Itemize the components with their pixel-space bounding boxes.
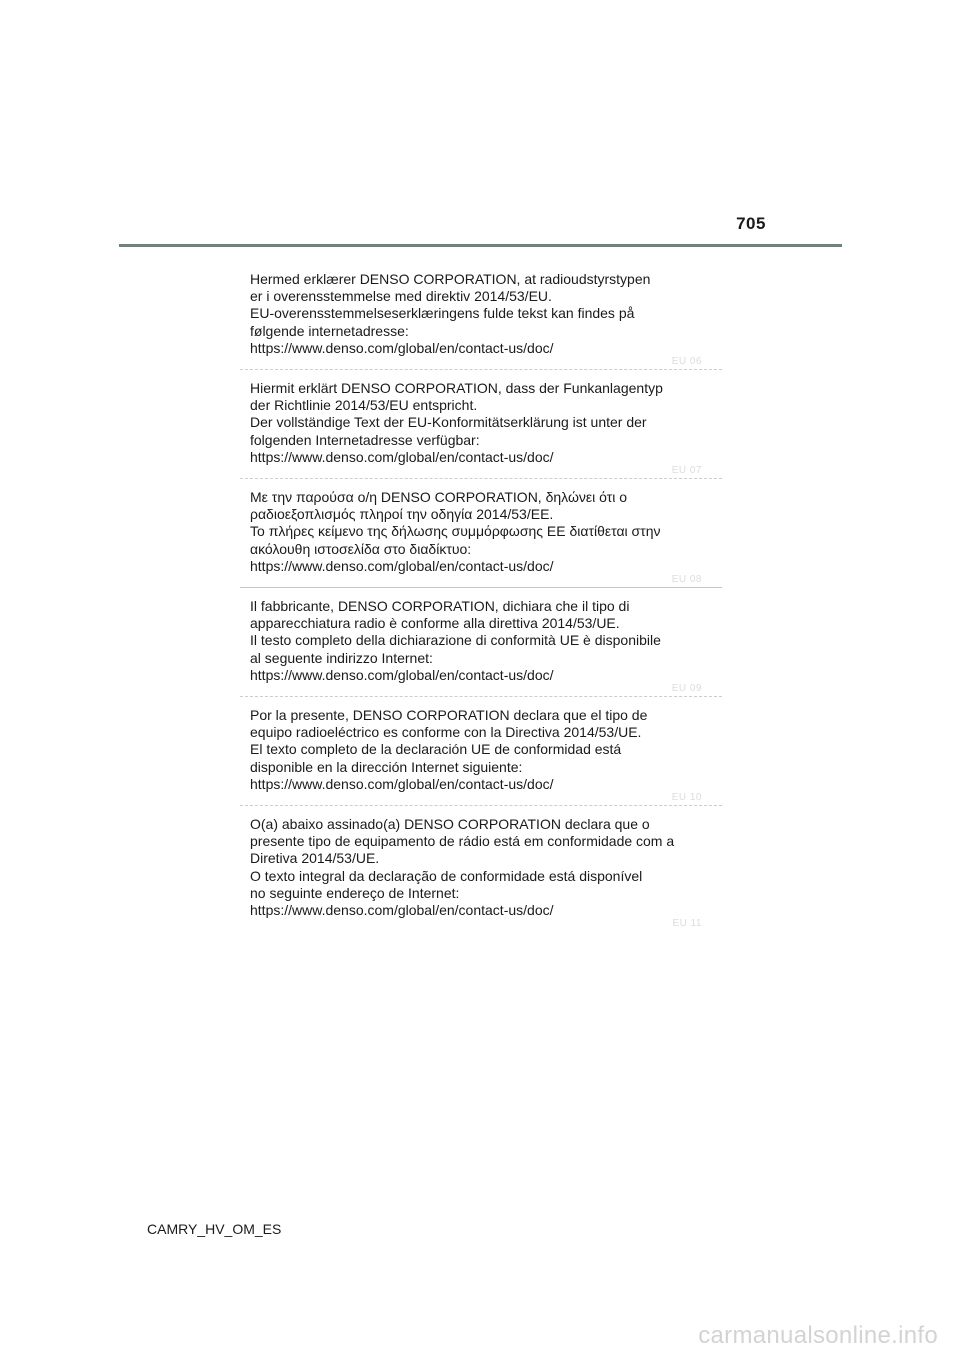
header-rule: [119, 244, 842, 247]
text-line: ακόλουθη ιστοσελίδα στο διαδίκτυο:: [250, 540, 472, 557]
text-line: folgenden Internetadresse verfügbar:: [250, 431, 480, 448]
text-line: ραδιοεξοπλισμός πληροί την οδηγία 2014/53/ΕΕ.: [250, 506, 554, 523]
declaration-section-greek: [240, 485, 722, 588]
declaration-section-spanish: [240, 703, 722, 806]
url-line: https://www.denso.com/global/en/contact-us/doc/: [250, 557, 554, 574]
text-line: er i overensstemmelse med direktiv 2014/53/EU.: [250, 288, 552, 305]
text-line: Il testo completo della dichiarazione di conformità UE è disponibile: [250, 632, 661, 649]
section-code: EU 11: [672, 918, 702, 930]
section-code: EU 07: [671, 465, 702, 477]
section-divider: [240, 587, 722, 588]
url-line: https://www.denso.com/global/en/contact-us/doc/: [250, 902, 554, 919]
declaration-section-danish: [240, 267, 722, 370]
declaration-text: [250, 376, 722, 466]
section-divider: [240, 696, 722, 697]
text-line: EU-overensstemmelseserklæringens fulde tekst kan findes på: [250, 305, 635, 322]
section-divider: [240, 478, 722, 479]
section-code: EU 09: [671, 683, 702, 695]
watermark: carmanualsonline.info: [698, 1322, 938, 1349]
text-line: Το πλήρες κείμενο της δήλωσης συμμόρφωσης ΕΕ διατίθεται στην: [250, 523, 661, 540]
text-line: El texto completo de la declaración UE de conformidad está: [250, 741, 622, 758]
text-line: Diretiva 2014/53/UE.: [250, 850, 380, 867]
declaration-section-portuguese: [240, 812, 722, 930]
text-line: Por la presente, DENSO CORPORATION declara que el tipo de: [250, 707, 648, 724]
text-line: O(a) abaixo assinado(a) DENSO CORPORATION declara que o: [250, 816, 650, 833]
section-code: EU 06: [671, 356, 702, 368]
text-line: følgende internetadresse:: [250, 322, 409, 339]
text-line: Il fabbricante, DENSO CORPORATION, dichiara che il tipo di: [250, 598, 630, 615]
declaration-text: [250, 267, 722, 357]
text-line: Hermed erklærer DENSO CORPORATION, at radioudstyrstypen: [250, 271, 651, 287]
declaration-text: [250, 485, 722, 575]
text-line: Hiermit erklärt DENSO CORPORATION, dass der Funkanlagentyp: [250, 380, 663, 397]
section-divider: [240, 369, 722, 370]
text-line: al seguente indirizzo Internet:: [250, 649, 433, 666]
url-line: https://www.denso.com/global/en/contact-us/doc/: [250, 448, 554, 465]
text-line: apparecchiatura radio è conforme alla direttiva 2014/53/UE.: [250, 615, 620, 632]
url-line: https://www.denso.com/global/en/contact-us/doc/: [250, 339, 554, 356]
page-number: 705: [736, 214, 766, 233]
declaration-text: [250, 594, 722, 684]
url-line: https://www.denso.com/global/en/contact-us/doc/: [250, 775, 554, 792]
section-divider: [240, 805, 722, 806]
declaration-section-italian: [240, 594, 722, 697]
section-code: EU 08: [671, 574, 702, 586]
text-line: der Richtlinie 2014/53/EU entspricht.: [250, 397, 478, 414]
text-line: Der vollständige Text der EU-Konformitätserklärung ist unter der: [250, 414, 647, 431]
document-code: CAMRY_HV_OM_ES: [147, 1221, 282, 1237]
text-line: Με την παρούσα ο/η DENSO CORPORATION, δηλώνει ότι ο: [250, 489, 628, 506]
declaration-section-german: [240, 376, 722, 479]
declaration-text: [250, 703, 722, 793]
text-line: disponible en la dirección Internet siguiente:: [250, 758, 523, 775]
declaration-sections: [240, 267, 722, 930]
text-line: no seguinte endereço de Internet:: [250, 884, 460, 901]
text-line: equipo radioeléctrico es conforme con la Directiva 2014/53/UE.: [250, 724, 642, 741]
url-line: https://www.denso.com/global/en/contact-us/doc/: [250, 666, 554, 683]
declaration-text: [250, 812, 722, 919]
text-line: presente tipo de equipamento de rádio está em conformidade com a: [250, 833, 675, 850]
section-code: EU 10: [671, 792, 702, 804]
text-line: O texto integral da declaração de conformidade está disponível: [250, 867, 643, 884]
